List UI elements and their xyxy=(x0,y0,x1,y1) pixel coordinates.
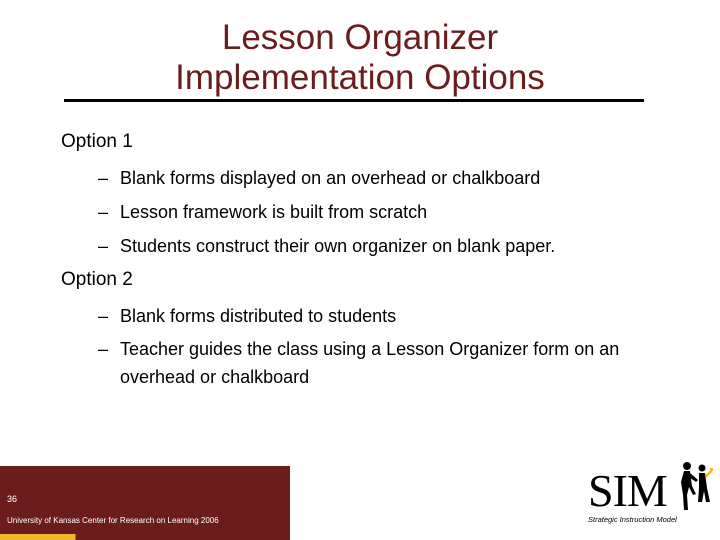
sim-logo xyxy=(584,458,716,530)
dash-marker: – xyxy=(98,202,109,222)
option-1-item-1 xyxy=(98,167,668,189)
title-line-1: Lesson Organizer xyxy=(221,18,499,57)
title-divider xyxy=(64,99,644,102)
title-line-2: Implementation Options xyxy=(175,58,545,97)
option-2-item-2 xyxy=(98,335,668,391)
dash-marker: – xyxy=(98,339,109,359)
slide-title xyxy=(0,18,720,98)
dash-marker: – xyxy=(98,306,109,326)
footer-accent-stripe xyxy=(0,534,290,540)
page-number: 36 xyxy=(7,494,18,504)
item-text: Lesson framework is built from scratch xyxy=(120,202,428,222)
option-1-item-2 xyxy=(98,201,668,223)
logo-tagline: Strategic Instruction Model xyxy=(588,515,677,524)
dash-marker: – xyxy=(98,168,109,188)
footer-credit: University of Kansas Center for Research on Learning 2006 xyxy=(7,516,219,525)
item-text: Blank forms distributed to students xyxy=(120,306,397,326)
option-1-item-3 xyxy=(98,235,668,257)
item-text: Teacher guides the class using a Lesson Organizer form on an overhead or chalkboard xyxy=(120,339,620,387)
dash-marker: – xyxy=(98,236,109,256)
people-figures-icon xyxy=(674,460,714,516)
option-2-item-1 xyxy=(98,305,668,327)
logo-mark: SIM xyxy=(588,465,667,516)
option-1-heading: Option 1 xyxy=(61,131,133,152)
option-2-heading: Option 2 xyxy=(61,269,133,290)
item-text: Blank forms displayed on an overhead or chalkboard xyxy=(120,168,541,188)
item-text: Students construct their own organizer on blank paper. xyxy=(120,236,556,256)
